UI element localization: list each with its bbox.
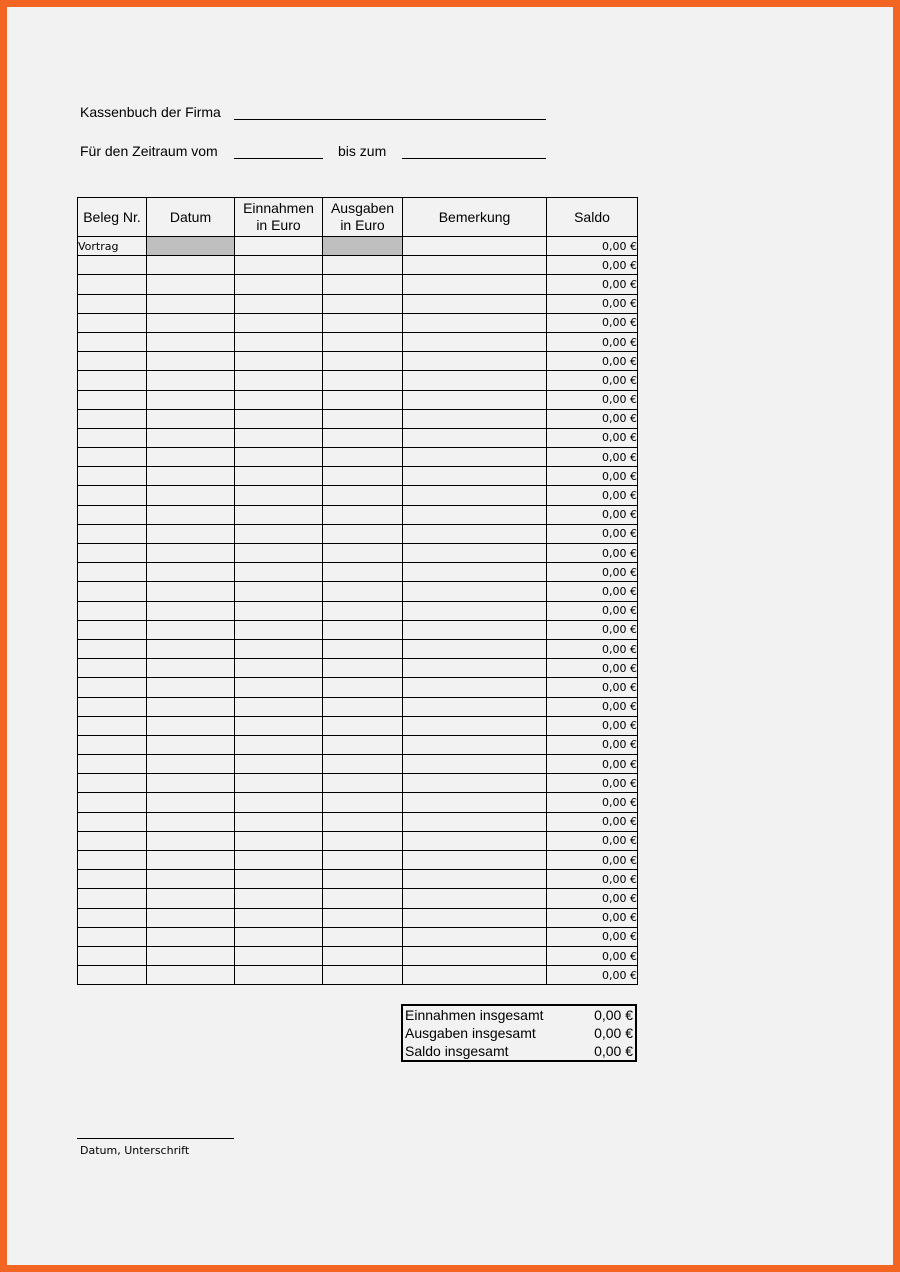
ausgaben-cell[interactable] bbox=[323, 793, 403, 812]
ausgaben-cell[interactable] bbox=[323, 889, 403, 908]
einnahmen-cell[interactable] bbox=[235, 352, 323, 371]
ausgaben-cell[interactable] bbox=[323, 275, 403, 294]
column-header-beleg: Beleg Nr. bbox=[78, 198, 147, 237]
bemerkung-cell[interactable] bbox=[403, 831, 547, 850]
summary-row-einnahmen bbox=[402, 1005, 636, 1024]
table-row bbox=[78, 966, 638, 985]
datum-cell[interactable] bbox=[147, 544, 235, 563]
signature-line[interactable] bbox=[77, 1138, 234, 1139]
saldo-cell: 0,00 € bbox=[547, 294, 638, 313]
datum-cell[interactable] bbox=[147, 946, 235, 965]
table-row bbox=[78, 870, 638, 889]
datum-cell[interactable] bbox=[147, 352, 235, 371]
datum-cell[interactable] bbox=[147, 313, 235, 332]
bemerkung-cell[interactable] bbox=[403, 237, 547, 256]
table-row bbox=[78, 927, 638, 946]
einnahmen-cell[interactable] bbox=[235, 390, 323, 409]
beleg-cell[interactable] bbox=[78, 678, 147, 697]
saldo-cell: 0,00 € bbox=[547, 793, 638, 812]
saldo-cell: 0,00 € bbox=[547, 467, 638, 486]
saldo-cell: 0,00 € bbox=[547, 659, 638, 678]
saldo-cell: 0,00 € bbox=[547, 735, 638, 754]
period-end-line[interactable] bbox=[402, 158, 546, 159]
bemerkung-cell[interactable] bbox=[403, 294, 547, 313]
einnahmen-cell[interactable] bbox=[235, 851, 323, 870]
period-start-line[interactable] bbox=[234, 158, 323, 159]
beleg-cell[interactable] bbox=[78, 927, 147, 946]
ausgaben-cell[interactable] bbox=[323, 697, 403, 716]
ausgaben-cell[interactable] bbox=[323, 774, 403, 793]
saldo-cell: 0,00 € bbox=[547, 678, 638, 697]
saldo-cell: 0,00 € bbox=[547, 563, 638, 582]
einnahmen-cell[interactable] bbox=[235, 371, 323, 390]
saldo-cell: 0,00 € bbox=[547, 371, 638, 390]
saldo-cell: 0,00 € bbox=[547, 256, 638, 275]
einnahmen-cell[interactable] bbox=[235, 735, 323, 754]
ausgaben-cell[interactable] bbox=[323, 639, 403, 658]
table-row bbox=[78, 851, 638, 870]
datum-cell[interactable] bbox=[147, 524, 235, 543]
ausgaben-cell[interactable] bbox=[323, 467, 403, 486]
ausgaben-cell[interactable] bbox=[323, 678, 403, 697]
beleg-cell[interactable] bbox=[78, 946, 147, 965]
ausgaben-cell[interactable] bbox=[323, 601, 403, 620]
bemerkung-cell[interactable] bbox=[403, 889, 547, 908]
ausgaben-cell[interactable] bbox=[323, 755, 403, 774]
saldo-cell: 0,00 € bbox=[547, 409, 638, 428]
saldo-cell: 0,00 € bbox=[547, 755, 638, 774]
beleg-cell[interactable] bbox=[78, 409, 147, 428]
beleg-cell[interactable] bbox=[78, 332, 147, 351]
saldo-cell: 0,00 € bbox=[547, 352, 638, 371]
saldo-cell: 0,00 € bbox=[547, 428, 638, 447]
ausgaben-cell[interactable] bbox=[323, 409, 403, 428]
einnahmen-cell[interactable] bbox=[235, 927, 323, 946]
datum-cell[interactable] bbox=[147, 294, 235, 313]
datum-cell[interactable] bbox=[147, 793, 235, 812]
table-row bbox=[78, 659, 638, 678]
einnahmen-cell[interactable] bbox=[235, 467, 323, 486]
summary-label: Einnahmen insgesamt bbox=[405, 1007, 544, 1023]
ausgaben-cell[interactable] bbox=[323, 294, 403, 313]
datum-cell[interactable] bbox=[147, 889, 235, 908]
beleg-cell[interactable] bbox=[78, 390, 147, 409]
bemerkung-cell[interactable] bbox=[403, 851, 547, 870]
bemerkung-cell[interactable] bbox=[403, 716, 547, 735]
datum-cell[interactable] bbox=[147, 716, 235, 735]
einnahmen-cell[interactable] bbox=[235, 946, 323, 965]
beleg-cell[interactable] bbox=[78, 966, 147, 985]
ausgaben-cell[interactable] bbox=[323, 563, 403, 582]
datum-cell[interactable] bbox=[147, 678, 235, 697]
summary-label: Ausgaben insgesamt bbox=[405, 1025, 536, 1041]
beleg-cell[interactable] bbox=[78, 467, 147, 486]
einnahmen-cell[interactable] bbox=[235, 793, 323, 812]
datum-cell[interactable] bbox=[147, 371, 235, 390]
ausgaben-cell[interactable] bbox=[323, 735, 403, 754]
einnahmen-cell[interactable] bbox=[235, 889, 323, 908]
beleg-cell[interactable] bbox=[78, 851, 147, 870]
bemerkung-cell[interactable] bbox=[403, 812, 547, 831]
bemerkung-cell[interactable] bbox=[403, 505, 547, 524]
einnahmen-cell[interactable] bbox=[235, 620, 323, 639]
beleg-cell[interactable] bbox=[78, 697, 147, 716]
bemerkung-cell[interactable] bbox=[403, 601, 547, 620]
ausgaben-cell[interactable] bbox=[323, 332, 403, 351]
column-header-bemerkung: Bemerkung bbox=[403, 198, 547, 237]
table-row bbox=[78, 793, 638, 812]
einnahmen-cell[interactable] bbox=[235, 332, 323, 351]
datum-cell[interactable] bbox=[147, 927, 235, 946]
saldo-cell: 0,00 € bbox=[547, 851, 638, 870]
bemerkung-cell[interactable] bbox=[403, 678, 547, 697]
beleg-cell[interactable] bbox=[78, 505, 147, 524]
beleg-cell[interactable] bbox=[78, 620, 147, 639]
table-row bbox=[78, 735, 638, 754]
period-label: Für den Zeitraum vom bbox=[80, 143, 218, 159]
summary-row-saldo bbox=[402, 1042, 636, 1061]
datum-cell[interactable] bbox=[147, 256, 235, 275]
einnahmen-cell[interactable] bbox=[235, 294, 323, 313]
datum-cell[interactable] bbox=[147, 448, 235, 467]
table-row bbox=[78, 524, 638, 543]
bemerkung-cell[interactable] bbox=[403, 908, 547, 927]
saldo-cell: 0,00 € bbox=[547, 831, 638, 850]
bemerkung-cell[interactable] bbox=[403, 544, 547, 563]
datum-cell[interactable] bbox=[147, 390, 235, 409]
saldo-cell: 0,00 € bbox=[547, 448, 638, 467]
table-row bbox=[78, 908, 638, 927]
saldo-cell: 0,00 € bbox=[547, 774, 638, 793]
table-row bbox=[78, 946, 638, 965]
datum-cell[interactable] bbox=[147, 812, 235, 831]
beleg-cell[interactable] bbox=[78, 371, 147, 390]
datum-cell[interactable] bbox=[147, 428, 235, 447]
table-row bbox=[78, 371, 638, 390]
einnahmen-cell[interactable] bbox=[235, 755, 323, 774]
table-header-row bbox=[78, 198, 638, 237]
table-row bbox=[78, 697, 638, 716]
beleg-cell[interactable] bbox=[78, 582, 147, 601]
table-row bbox=[78, 601, 638, 620]
bemerkung-cell[interactable] bbox=[403, 428, 547, 447]
datum-cell[interactable] bbox=[147, 275, 235, 294]
beleg-cell[interactable] bbox=[78, 639, 147, 658]
einnahmen-cell[interactable] bbox=[235, 563, 323, 582]
datum-cell[interactable] bbox=[147, 467, 235, 486]
saldo-cell: 0,00 € bbox=[547, 505, 638, 524]
einnahmen-cell[interactable] bbox=[235, 448, 323, 467]
beleg-cell: Vortrag bbox=[78, 237, 147, 256]
table-row bbox=[78, 544, 638, 563]
beleg-cell[interactable] bbox=[78, 428, 147, 447]
table-row bbox=[78, 294, 638, 313]
datum-cell[interactable] bbox=[147, 505, 235, 524]
beleg-cell[interactable] bbox=[78, 448, 147, 467]
einnahmen-cell[interactable] bbox=[235, 639, 323, 658]
table-row bbox=[78, 620, 638, 639]
ausgaben-cell[interactable] bbox=[323, 659, 403, 678]
beleg-cell[interactable] bbox=[78, 793, 147, 812]
datum-cell[interactable] bbox=[147, 332, 235, 351]
einnahmen-cell[interactable] bbox=[235, 774, 323, 793]
ausgaben-cell[interactable] bbox=[323, 486, 403, 505]
table-row bbox=[78, 256, 638, 275]
table-row bbox=[78, 582, 638, 601]
bemerkung-cell[interactable] bbox=[403, 774, 547, 793]
table-row bbox=[78, 716, 638, 735]
saldo-cell: 0,00 € bbox=[547, 601, 638, 620]
saldo-cell: 0,00 € bbox=[547, 946, 638, 965]
beleg-cell[interactable] bbox=[78, 831, 147, 850]
datum-cell[interactable] bbox=[147, 966, 235, 985]
saldo-cell: 0,00 € bbox=[547, 275, 638, 294]
company-label: Kassenbuch der Firma bbox=[80, 104, 221, 120]
table-row bbox=[78, 352, 638, 371]
table-row bbox=[78, 678, 638, 697]
beleg-cell[interactable] bbox=[78, 755, 147, 774]
bemerkung-cell[interactable] bbox=[403, 563, 547, 582]
datum-cell[interactable] bbox=[147, 639, 235, 658]
table-row bbox=[78, 563, 638, 582]
einnahmen-cell[interactable] bbox=[235, 313, 323, 332]
bemerkung-cell[interactable] bbox=[403, 927, 547, 946]
saldo-cell: 0,00 € bbox=[547, 908, 638, 927]
einnahmen-cell[interactable] bbox=[235, 908, 323, 927]
einnahmen-cell[interactable] bbox=[235, 697, 323, 716]
bemerkung-cell[interactable] bbox=[403, 659, 547, 678]
einnahmen-cell[interactable] bbox=[235, 237, 323, 256]
bemerkung-cell[interactable] bbox=[403, 448, 547, 467]
saldo-cell: 0,00 € bbox=[547, 716, 638, 735]
saldo-cell: 0,00 € bbox=[547, 870, 638, 889]
beleg-cell[interactable] bbox=[78, 812, 147, 831]
bemerkung-cell[interactable] bbox=[403, 467, 547, 486]
ausgaben-cell[interactable] bbox=[323, 524, 403, 543]
einnahmen-cell[interactable] bbox=[235, 812, 323, 831]
ausgaben-cell[interactable] bbox=[323, 237, 403, 256]
ausgaben-cell[interactable] bbox=[323, 831, 403, 850]
einnahmen-cell[interactable] bbox=[235, 716, 323, 735]
beleg-cell[interactable] bbox=[78, 601, 147, 620]
table-row bbox=[78, 774, 638, 793]
ausgaben-cell[interactable] bbox=[323, 448, 403, 467]
ausgaben-cell[interactable] bbox=[323, 620, 403, 639]
datum-cell[interactable] bbox=[147, 620, 235, 639]
signature-label: Datum, Unterschrift bbox=[80, 1144, 190, 1157]
bemerkung-cell[interactable] bbox=[403, 352, 547, 371]
datum-cell[interactable] bbox=[147, 486, 235, 505]
ausgaben-cell[interactable] bbox=[323, 390, 403, 409]
ausgaben-cell[interactable] bbox=[323, 908, 403, 927]
datum-cell[interactable] bbox=[147, 659, 235, 678]
bemerkung-cell[interactable] bbox=[403, 275, 547, 294]
ausgaben-cell[interactable] bbox=[323, 371, 403, 390]
einnahmen-cell[interactable] bbox=[235, 524, 323, 543]
bemerkung-cell[interactable] bbox=[403, 524, 547, 543]
table-row bbox=[78, 755, 638, 774]
einnahmen-cell[interactable] bbox=[235, 428, 323, 447]
table-row bbox=[78, 889, 638, 908]
bemerkung-cell[interactable] bbox=[403, 946, 547, 965]
datum-cell[interactable] bbox=[147, 582, 235, 601]
ausgaben-cell[interactable] bbox=[323, 582, 403, 601]
table-row bbox=[78, 313, 638, 332]
beleg-cell[interactable] bbox=[78, 313, 147, 332]
ausgaben-cell[interactable] bbox=[323, 946, 403, 965]
einnahmen-cell[interactable] bbox=[235, 678, 323, 697]
beleg-cell[interactable] bbox=[78, 908, 147, 927]
saldo-cell: 0,00 € bbox=[547, 927, 638, 946]
ausgaben-cell[interactable] bbox=[323, 428, 403, 447]
summary-box bbox=[401, 1004, 637, 1062]
datum-cell[interactable] bbox=[147, 755, 235, 774]
beleg-cell[interactable] bbox=[78, 716, 147, 735]
beleg-cell[interactable] bbox=[78, 735, 147, 754]
summary-row-ausgaben bbox=[402, 1024, 636, 1042]
summary-value: 0,00 € bbox=[594, 1007, 633, 1023]
datum-cell[interactable] bbox=[147, 908, 235, 927]
einnahmen-cell[interactable] bbox=[235, 275, 323, 294]
table-row bbox=[78, 390, 638, 409]
bemerkung-cell[interactable] bbox=[403, 313, 547, 332]
bemerkung-cell[interactable] bbox=[403, 256, 547, 275]
bemerkung-cell[interactable] bbox=[403, 639, 547, 658]
table-row bbox=[78, 275, 638, 294]
bemerkung-cell[interactable] bbox=[403, 582, 547, 601]
ausgaben-cell[interactable] bbox=[323, 544, 403, 563]
ausgaben-cell[interactable] bbox=[323, 851, 403, 870]
saldo-cell: 0,00 € bbox=[547, 524, 638, 543]
saldo-cell: 0,00 € bbox=[547, 486, 638, 505]
einnahmen-cell[interactable] bbox=[235, 659, 323, 678]
bemerkung-cell[interactable] bbox=[403, 793, 547, 812]
table-row bbox=[78, 486, 638, 505]
table-row bbox=[78, 332, 638, 351]
column-header-einnahmen: Einnahmen in Euro bbox=[235, 198, 323, 237]
ausgaben-cell[interactable] bbox=[323, 870, 403, 889]
datum-cell[interactable] bbox=[147, 237, 235, 256]
datum-cell[interactable] bbox=[147, 563, 235, 582]
beleg-cell[interactable] bbox=[78, 774, 147, 793]
bemerkung-cell[interactable] bbox=[403, 486, 547, 505]
ausgaben-cell[interactable] bbox=[323, 927, 403, 946]
bemerkung-cell[interactable] bbox=[403, 735, 547, 754]
beleg-cell[interactable] bbox=[78, 352, 147, 371]
table-row bbox=[78, 237, 638, 256]
einnahmen-cell[interactable] bbox=[235, 544, 323, 563]
column-header-saldo: Saldo bbox=[547, 198, 638, 237]
saldo-cell: 0,00 € bbox=[547, 544, 638, 563]
ausgaben-cell[interactable] bbox=[323, 812, 403, 831]
cashbook-table bbox=[77, 197, 638, 985]
einnahmen-cell[interactable] bbox=[235, 831, 323, 850]
bemerkung-cell[interactable] bbox=[403, 966, 547, 985]
saldo-cell: 0,00 € bbox=[547, 582, 638, 601]
bemerkung-cell[interactable] bbox=[403, 697, 547, 716]
beleg-cell[interactable] bbox=[78, 256, 147, 275]
bemerkung-cell[interactable] bbox=[403, 620, 547, 639]
bemerkung-cell[interactable] bbox=[403, 755, 547, 774]
company-name-line[interactable] bbox=[234, 119, 546, 120]
summary-value: 0,00 € bbox=[594, 1025, 633, 1041]
ausgaben-cell[interactable] bbox=[323, 352, 403, 371]
saldo-cell: 0,00 € bbox=[547, 313, 638, 332]
datum-cell[interactable] bbox=[147, 601, 235, 620]
ausgaben-cell[interactable] bbox=[323, 716, 403, 735]
beleg-cell[interactable] bbox=[78, 889, 147, 908]
einnahmen-cell[interactable] bbox=[235, 256, 323, 275]
ausgaben-cell[interactable] bbox=[323, 256, 403, 275]
ausgaben-cell[interactable] bbox=[323, 313, 403, 332]
saldo-cell: 0,00 € bbox=[547, 620, 638, 639]
datum-cell[interactable] bbox=[147, 831, 235, 850]
table-row bbox=[78, 831, 638, 850]
bemerkung-cell[interactable] bbox=[403, 332, 547, 351]
datum-cell[interactable] bbox=[147, 870, 235, 889]
beleg-cell[interactable] bbox=[78, 659, 147, 678]
saldo-cell: 0,00 € bbox=[547, 812, 638, 831]
saldo-cell: 0,00 € bbox=[547, 390, 638, 409]
column-header-datum: Datum bbox=[147, 198, 235, 237]
table-row bbox=[78, 467, 638, 486]
until-label: bis zum bbox=[338, 143, 387, 159]
ausgaben-cell[interactable] bbox=[323, 966, 403, 985]
bemerkung-cell[interactable] bbox=[403, 390, 547, 409]
saldo-cell: 0,00 € bbox=[547, 966, 638, 985]
beleg-cell[interactable] bbox=[78, 275, 147, 294]
saldo-cell: 0,00 € bbox=[547, 889, 638, 908]
table-row bbox=[78, 409, 638, 428]
ausgaben-cell[interactable] bbox=[323, 505, 403, 524]
datum-cell[interactable] bbox=[147, 851, 235, 870]
bemerkung-cell[interactable] bbox=[403, 371, 547, 390]
summary-value: 0,00 € bbox=[594, 1043, 633, 1059]
table-row bbox=[78, 428, 638, 447]
einnahmen-cell[interactable] bbox=[235, 486, 323, 505]
beleg-cell[interactable] bbox=[78, 524, 147, 543]
beleg-cell[interactable] bbox=[78, 294, 147, 313]
table-row bbox=[78, 505, 638, 524]
einnahmen-cell[interactable] bbox=[235, 870, 323, 889]
column-header-ausgaben: Ausgaben in Euro bbox=[323, 198, 403, 237]
einnahmen-cell[interactable] bbox=[235, 582, 323, 601]
table-row bbox=[78, 812, 638, 831]
einnahmen-cell[interactable] bbox=[235, 601, 323, 620]
summary-label: Saldo insgesamt bbox=[405, 1043, 509, 1059]
beleg-cell[interactable] bbox=[78, 563, 147, 582]
beleg-cell[interactable] bbox=[78, 486, 147, 505]
table-row bbox=[78, 448, 638, 467]
datum-cell[interactable] bbox=[147, 697, 235, 716]
einnahmen-cell[interactable] bbox=[235, 966, 323, 985]
beleg-cell[interactable] bbox=[78, 870, 147, 889]
datum-cell[interactable] bbox=[147, 774, 235, 793]
einnahmen-cell[interactable] bbox=[235, 409, 323, 428]
saldo-cell: 0,00 € bbox=[547, 697, 638, 716]
saldo-cell: 0,00 € bbox=[547, 639, 638, 658]
bemerkung-cell[interactable] bbox=[403, 409, 547, 428]
beleg-cell[interactable] bbox=[78, 544, 147, 563]
bemerkung-cell[interactable] bbox=[403, 870, 547, 889]
datum-cell[interactable] bbox=[147, 409, 235, 428]
saldo-cell: 0,00 € bbox=[547, 332, 638, 351]
datum-cell[interactable] bbox=[147, 735, 235, 754]
saldo-cell: 0,00 € bbox=[547, 237, 638, 256]
einnahmen-cell[interactable] bbox=[235, 505, 323, 524]
table-row bbox=[78, 639, 638, 658]
